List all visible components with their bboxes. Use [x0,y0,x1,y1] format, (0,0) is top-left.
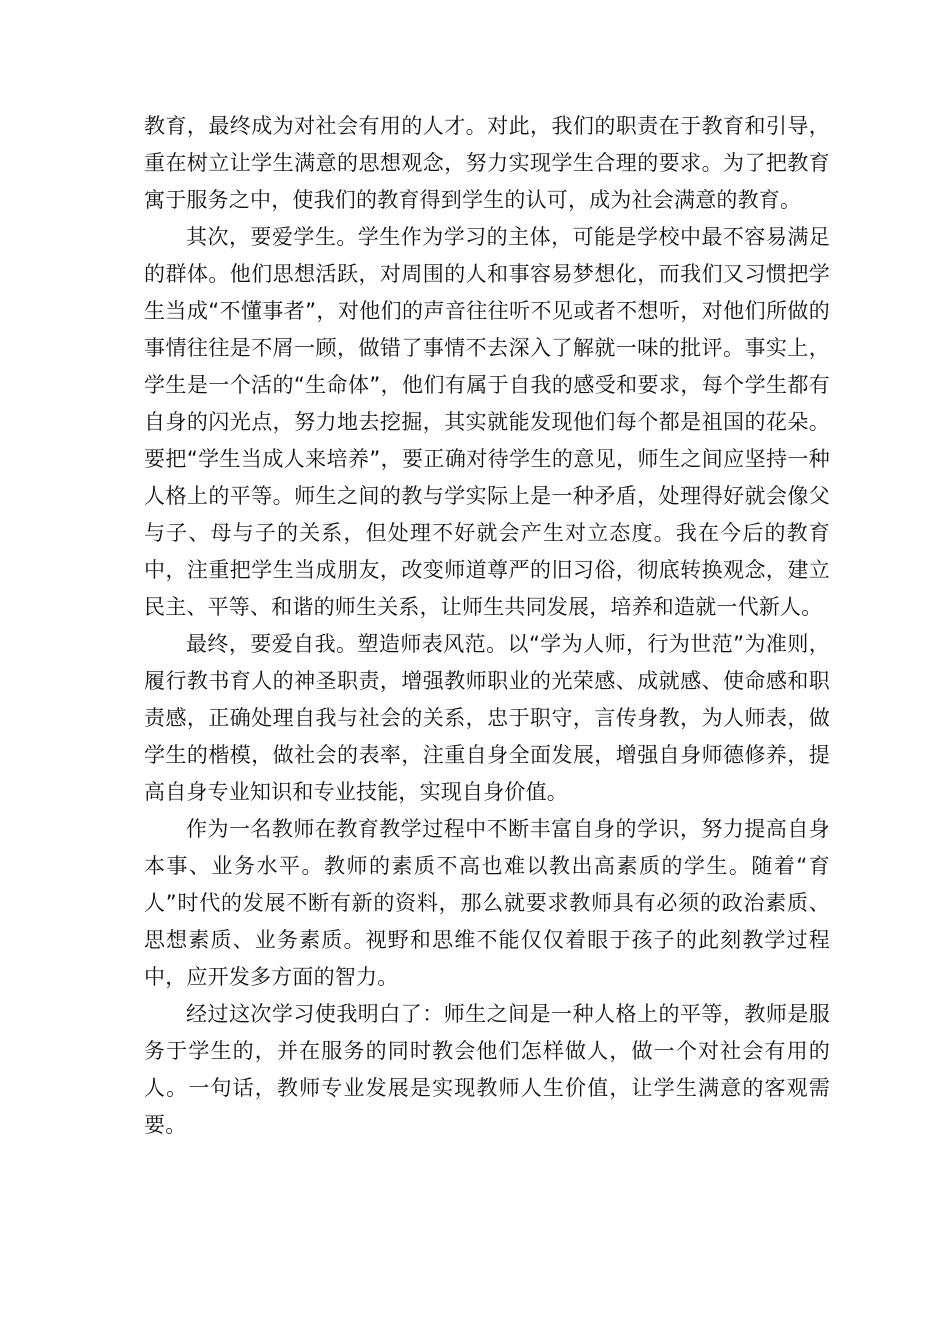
document-body [144,108,830,1144]
paragraph-continuation: 教育，最终成为对社会有用的人才。对此，我们的职责在于教育和引导，重在树立让学生满意的思想观念，努力实现学生合理的要求。为了把教育寓于服务之中，使我们的教育得到学生的认可，成为社会满意的教育。 [144,114,830,212]
paragraph-love-students: 其次，要爱学生。学生作为学习的主体，可能是学校中最不容易满足的群体。他们思想活跃，对周围的人和事容易梦想化，而我们又习惯把学生当成“不懂事者”，对他们的声音往往听不见或者不想听，对他们所做的事情往往是不屑一顾，做错了事情不去深入了解就一味的批评。事实上，学生是一个活的“生命体”，他们有属于自我的感受和要求，每个学生都有自身的闪光点，努力地去挖掘，其实就能发现他们每个都是祖国的花朵。要把“学生当成人来培养”，要正确对待学生的意见，师生之间应坚持一种人格上的平等。师生之间的教与学实际上是一种矛盾，处理得好就会像父与子、母与子的关系，但处理不好就会产生对立态度。我在今后的教育中，注重把学生当成朋友，改变师道尊严的旧习俗，彻底转换观念，建立民主、平等、和谐的师生关系，让师生共同发展，培养和造就一代新人。 [144,225,830,619]
paragraph-love-self: 最终，要爱自我。塑造师表风范。以“学为人师，行为世范”为准则，履行教书育人的神圣职责，增强教师职业的光荣感、成就感、使命感和职责感，正确处理自我与社会的关系，忠于职守，言传身教，为人师表，做学生的楷模，做社会的表率，注重自身全面发展，增强自身师德修养，提高自身专业知识和专业技能，实现自身价值。 [144,632,830,804]
paragraph-conclusion: 经过这次学习使我明白了：师生之间是一种人格上的平等，教师是服务于学生的，并在服务的同时教会他们怎样做人，做一个对社会有用的人。一句话，教师专业发展是实现教师人生价值，让学生满意的客观需要。 [144,1002,830,1137]
paragraph-teacher-growth: 作为一名教师在教育教学过程中不断丰富自身的学识，努力提高自身本事、业务水平。教师的素质不高也难以教出高素质的学生。随着“育人”时代的发展不断有新的资料，那么就要求教师具有必须的政治素质、思想素质、业务素质。视野和思维不能仅仅着眼于孩子的此刻教学过程中，应开发多方面的智力。 [144,817,830,989]
